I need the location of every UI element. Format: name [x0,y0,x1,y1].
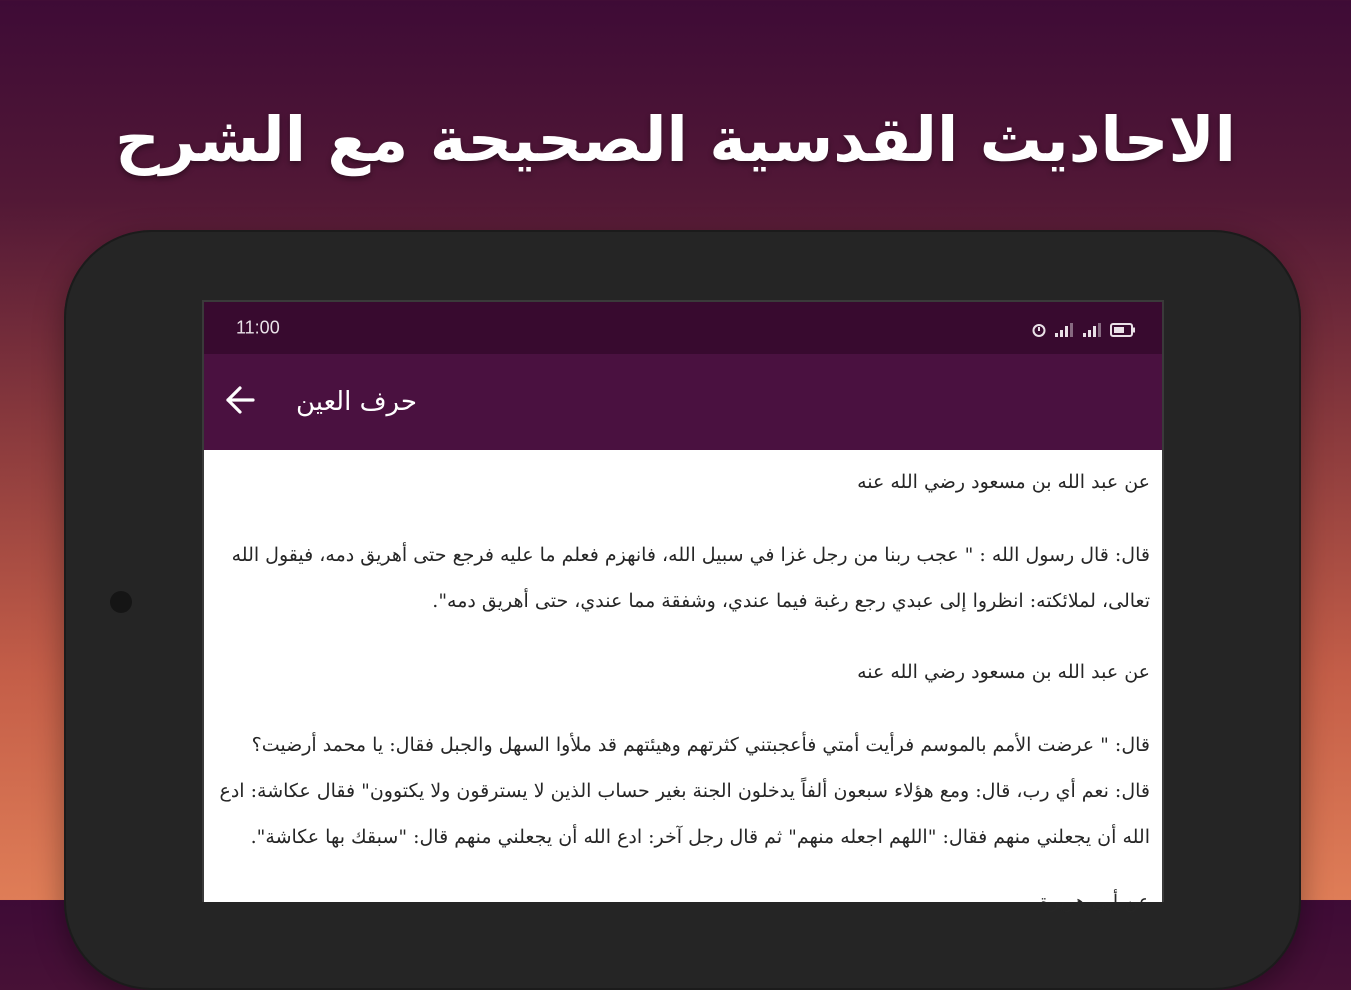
status-bar [204,302,1162,354]
signal-icon [1082,322,1102,338]
page-title: حرف العين [296,387,417,417]
camera-icon [110,591,132,613]
narrator-text: عن عبد الله بن مسعود رضي الله عنه [857,471,1150,493]
back-button[interactable] [216,378,264,426]
narrator-text: عن أبي هريرة [1039,891,1150,913]
hadith-text: قال: قال رسول الله : " عجب ربنا من رجل غزا في سبيل الله، فانهزم فعلم ما عليه فرجع حتى أهريق دمه، فيقول الله تعالى، لملائكته: انظروا إلى عبدي رجع رغبة فيما عندي، وشفقة مما عندي، حتى أهريق دمه". [231,544,1150,612]
battery-icon [1110,322,1136,338]
app-bar [204,354,1162,450]
status-icons [1032,321,1136,339]
signal-icon [1054,322,1074,338]
promo-title: الاحاديث القدسية الصحيحة مع الشرح [115,103,1236,176]
hadith-content [204,450,1162,913]
arrow-back-icon [223,383,257,421]
alarm-icon [1032,322,1046,338]
status-time: 11:00 [236,317,280,338]
hadith-text: قال: " عرضت الأمم بالموسم فرأيت أمتي فأعجبتني كثرتهم وهيئتهم قد ملأوا السهل والجبل فقال: يا محمد أرضيت؟ قال: نعم أي رب، قال: ومع هؤلاء سبعون ألفاً يدخلون الجنة بغير حساب الذين لا يسترقون ولا يكتوون" فقال عكاشة: ادع الله أن يجعلني منهم فقال: "اللهم اجعله منهم" ثم قال رجل آخر: ادع الله أن يجعلني منهم قال: "سبقك بها عكاشة". [219,734,1150,848]
narrator-text: عن عبد الله بن مسعود رضي الله عنه [857,661,1150,683]
device-screen [202,300,1164,913]
